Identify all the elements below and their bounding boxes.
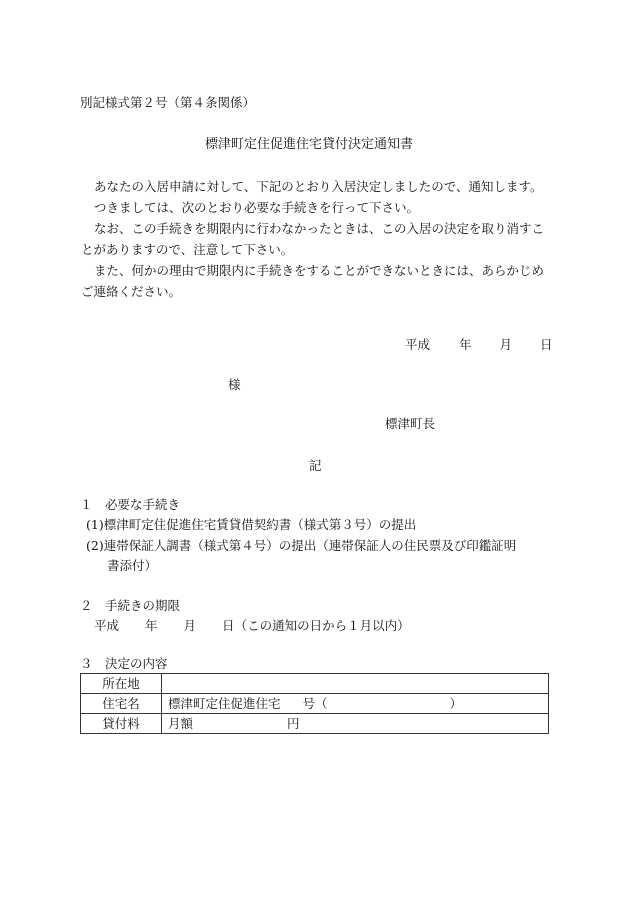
- housing-name-value: [162, 694, 549, 714]
- section1-heading: １ 必要な手続き: [80, 497, 181, 512]
- location-value: [162, 674, 549, 694]
- issue-date: [405, 337, 553, 353]
- intro-paragraph-3: なお、この手続きを期限内に行わなかったときは、この入居の決定を取り消すことがありますので、注意して下さい。: [81, 221, 545, 257]
- deadline-era: 平成: [94, 618, 120, 633]
- recipient-suffix: 様: [228, 377, 241, 392]
- intro-paragraph-2: つきましては、次のとおり必要な手続きを行って下さい。: [94, 200, 420, 215]
- document-title: 標津町定住促進住宅貸付決定通知書: [205, 137, 414, 152]
- deadline-month: 月: [183, 618, 197, 633]
- decision-table: [80, 673, 549, 734]
- housing-paren-close: ）: [449, 696, 463, 711]
- section1-item-2: (2)連帯保証人調書（様式第４号）の提出（連帯保証人の住民票及び印鑑証明: [86, 538, 517, 553]
- housing-name-label: 住宅名: [81, 694, 162, 714]
- housing-number-suffix: 号（: [302, 696, 328, 711]
- intro-paragraph-1: あなたの入居申請に対して、下記のとおり入居決定しましたので、通知します。: [94, 179, 543, 194]
- rent-label: 貸付料: [81, 714, 162, 734]
- housing-name-prefix: 標津町定住促進住宅: [168, 696, 281, 711]
- deadline-day: 日: [222, 618, 235, 633]
- section1-item-1: (1)標津町定住促進住宅賃貸借契約書（様式第３号）の提出: [86, 517, 417, 532]
- table-row: [81, 674, 549, 694]
- date-month: 月: [499, 337, 513, 352]
- rent-value: [162, 714, 549, 734]
- rent-unit: 円: [287, 716, 300, 731]
- section3-heading: ３ 決定の内容: [80, 656, 168, 671]
- section1-item-2-continued: 書添付）: [107, 558, 158, 573]
- date-era: 平成: [405, 337, 431, 352]
- rent-prefix: 月額: [168, 716, 194, 731]
- deadline: [94, 618, 410, 634]
- issuer: 標津町長: [385, 416, 436, 431]
- location-label: 所在地: [81, 674, 162, 694]
- date-day: 日: [540, 337, 553, 352]
- table-row: [81, 714, 549, 734]
- form-label: 別記様式第２号（第４条関係）: [80, 95, 256, 110]
- record-heading: 記: [309, 458, 322, 473]
- intro-text: [81, 176, 551, 302]
- section2-heading: ２ 手続きの期限: [80, 598, 181, 613]
- deadline-note: （この通知の日から１月以内）: [234, 618, 410, 633]
- intro-paragraph-4: また、何かの理由で期限内に手続きをすることができないときには、あらかじめご連絡ください。: [81, 263, 545, 299]
- table-row: [81, 694, 549, 714]
- date-year: 年: [459, 337, 472, 352]
- deadline-year: 年: [145, 618, 158, 633]
